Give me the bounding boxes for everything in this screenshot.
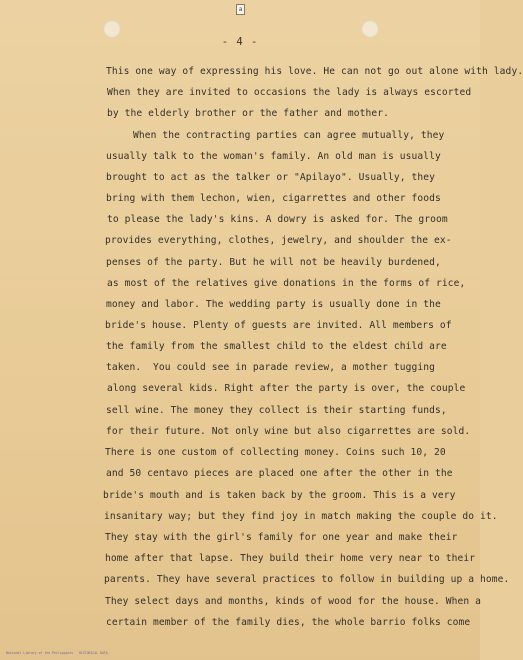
text-line: home after that lapse. They build their home very near to their [105,553,476,564]
text-line: for their future. Not only wine but also cigarrettes are sold. [106,426,471,437]
text-line: sell wine. The money they collect is their starting funds, [106,405,447,416]
text-line: usually talk to the woman's family. An old man is usually [106,151,441,162]
page-number: - 4 - [221,36,259,48]
text-line: and 50 centavo pieces are placed one after the other in the [106,468,453,479]
text-line: bring with them lechon, wien, cigarrettes and other foods [106,193,441,204]
text-line: by the elderly brother or the father and mother. [107,108,390,119]
text-line: When the contracting parties can agree mutually, they [133,130,445,141]
page-marker: a [236,4,245,15]
text-line: They select days and months, kinds of wood for the house. When a [105,596,482,607]
text-line: They stay with the girl's family for one year and make their [105,532,458,543]
text-line: insanitary way; but they find joy in match making the couple do it. [104,511,498,522]
text-line: along several kids. Right after the party is over, the couple [107,383,466,394]
text-line: This one way of expressing his love. He can not go out alone with lady. [106,66,523,77]
text-line: penses of the party. But he will not be heavily burdened, [106,257,441,268]
text-line: to please the lady's kins. A dowry is asked for. The groom [107,214,448,225]
text-line: certain member of the family dies, the whole barrio folks come [106,617,471,628]
text-line: bride's house. Plenty of guests are invited. All members of [105,320,452,331]
text-line: brought to act as the talker or "Apilayo". Usually, they [106,172,436,183]
text-line: parents. They have several practices to follow in building up a home. [104,574,510,585]
text-line: There is one custom of collecting money. Coins such 10, 20 [105,447,446,458]
text-line: the family from the smallest child to the eldest child are [106,341,447,352]
text-line: provides everything, clothes, jewelry, and shoulder the ex- [105,235,452,246]
text-line: money and labor. The wedding party is usually done in the [106,299,441,310]
text-line: When they are invited to occasions the lady is always escorted [107,87,472,98]
text-line: taken. You could see in parade review, a mother tugging [106,362,436,373]
text-line: bride's mouth and is taken back by the groom. This is a very [103,490,456,501]
text-line: as most of the relatives give donations in the forms of rice, [107,278,466,289]
archive-footer: National Library of the Philippines HISTORICAL DATA [6,651,108,655]
